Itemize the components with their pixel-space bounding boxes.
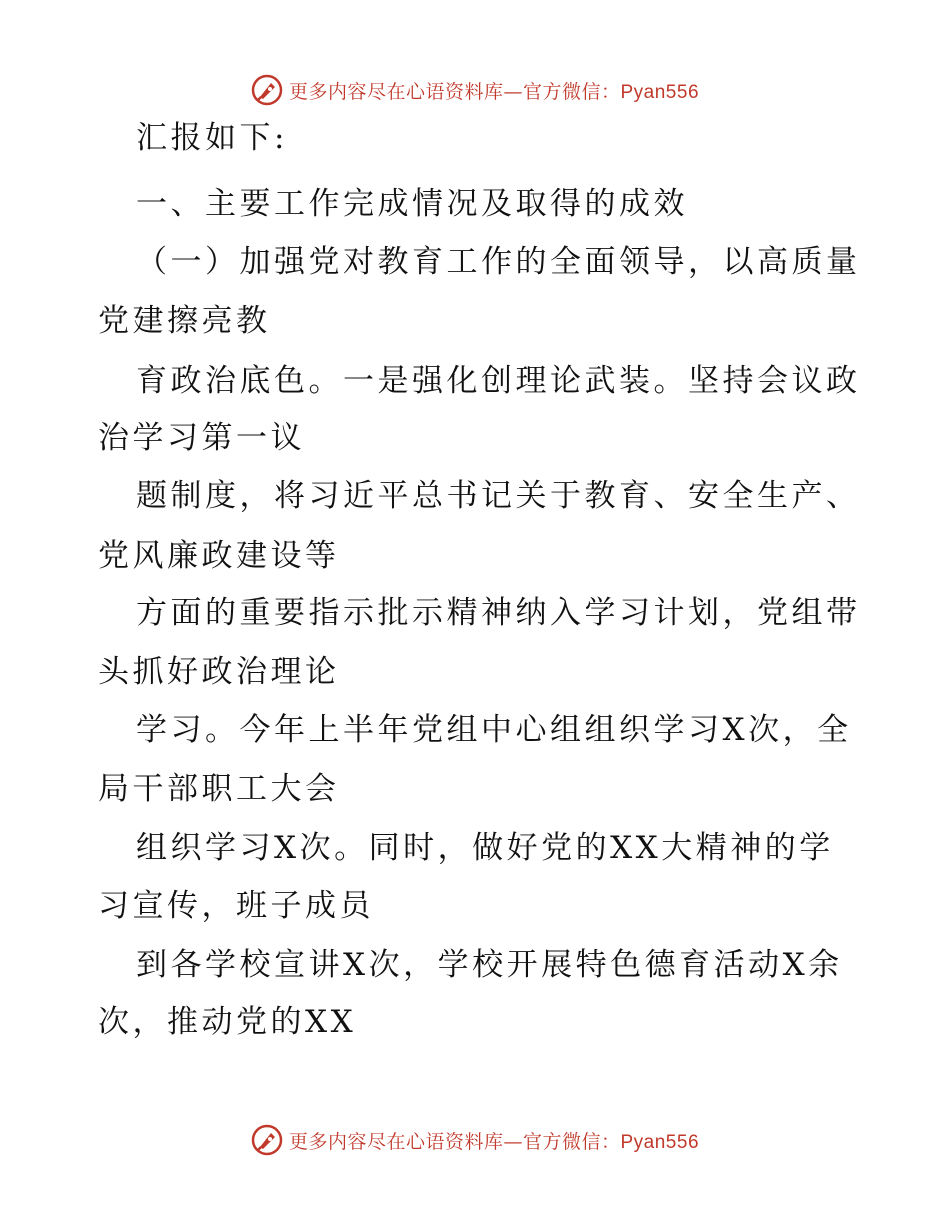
paragraph-line: 次，推动党的XX bbox=[98, 1004, 357, 1040]
pen-nib-logo-icon bbox=[251, 74, 283, 106]
paragraph-line: 学习。今年上半年党组中心组组织学习X次，全 bbox=[136, 712, 852, 748]
pen-nib-logo-icon bbox=[251, 1124, 283, 1156]
paragraph-line: 习宣传，班子成员 bbox=[98, 888, 374, 924]
paragraph-line: 方面的重要指示批示精神纳入学习计划，党组带 bbox=[136, 595, 861, 631]
paragraph-line: 党风廉政建设等 bbox=[98, 538, 340, 574]
watermark-text: 更多内容尽在心语资料库—官方微信：Pyan556 bbox=[288, 1130, 700, 1153]
paragraph-line: 头抓好政治理论 bbox=[98, 654, 340, 690]
watermark-text: 更多内容尽在心语资料库—官方微信：Pyan556 bbox=[288, 80, 700, 103]
paragraph-line: 汇报如下: bbox=[136, 120, 288, 156]
header-watermark bbox=[0, 70, 950, 110]
paragraph-line: 治学习第一议 bbox=[98, 420, 305, 456]
paragraph-line: 党建擦亮教 bbox=[98, 303, 271, 339]
paragraph-line: 题制度，将习近平总书记关于教育、安全生产、 bbox=[136, 478, 861, 514]
paragraph-line: 组织学习X次。同时，做好党的XX大精神的学 bbox=[136, 830, 834, 866]
paragraph-line: （一）加强党对教育工作的全面领导，以高质量 bbox=[136, 244, 861, 280]
paragraph-line: 育政治底色。一是强化创理论武装。坚持会议政 bbox=[136, 363, 861, 399]
paragraph-line: 局干部职工大会 bbox=[98, 771, 340, 807]
footer-watermark bbox=[0, 1120, 950, 1160]
section-heading: 一、主要工作完成情况及取得的成效 bbox=[136, 186, 688, 222]
paragraph-line: 到各学校宣讲X次，学校开展特色德育活动X余 bbox=[136, 947, 843, 983]
